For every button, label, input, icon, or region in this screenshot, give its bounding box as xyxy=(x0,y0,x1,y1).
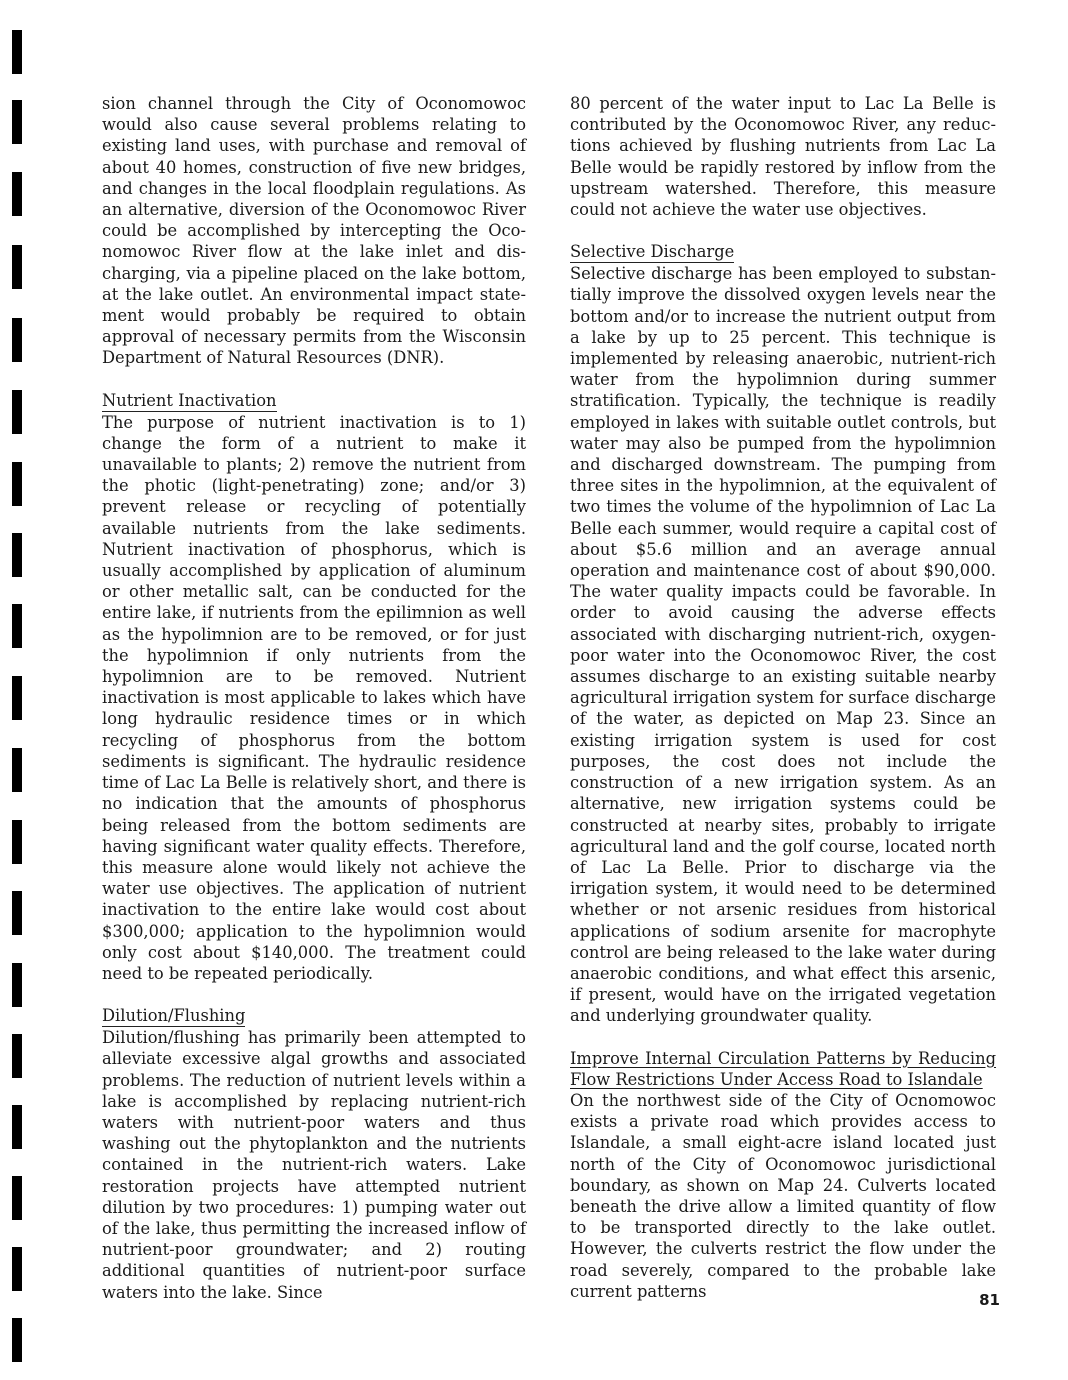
binding-hole xyxy=(12,604,22,648)
binding-hole xyxy=(12,676,22,720)
section-body: Dilution/flushing has primarily been attempted to alleviate excessive algal growths and associated problems. The reduction of nutrient levels within a lake is accomplished by replacing nutrient-rich waters with nutrient-poor waters and thus washing out the phytoplankton and the nutrients contained in the nutrient-rich waters. Lake restoration projects have attempted nutrient dilution by two procedures: 1) pumping water out of the lake, thus permitting the increased inflow of nutrient-poor groundwater; and 2) routing additional quantities of nutrient-poor surface waters into the lake. Since xyxy=(102,1028,526,1302)
binding-hole xyxy=(12,462,22,506)
binding-hole xyxy=(12,891,22,935)
binding-hole xyxy=(12,318,22,362)
section-body: The purpose of nutrient inactivation is to 1) change the form of a nutrient to make it unavailable to plants; 2) remove the nutrient from the photic (light-penetrating) zone; and/or 3) prevent release or recycling of potentially available nutrients from the lake sediments. Nutrient inactivation of phosphorus, which is usually accomplished by application of aluminum or other metallic salt, can be conducted for the entire lake, if nutrients from the epilimnion as well as the hypolimnion are to be removed, or for just the hypolimnion if only nutrients from the hypolimnion are to be removed. Nutrient inactivation is most applicable to lakes which have long hydraulic residence times or in which recycling of phosphorus from the bottom sediments is significant. The hydraulic residence time of Lac La Belle is relatively short, and there is no indication that the amounts of phosphorus being released from the bottom sediments are having significant water quality effects. Therefore, this measure alone would likely not achieve the water use objectives. The application of nutrient inactivation to the entire lake would cost about $300,000; application to the hypolimnion would only cost about $140,000. The treatment could need to be repeated periodically. xyxy=(102,412,526,983)
internal-circulation-section xyxy=(570,1048,996,1302)
binding-hole xyxy=(12,1105,22,1149)
binding-hole xyxy=(12,100,22,144)
binding-hole xyxy=(12,1318,22,1362)
binding-hole xyxy=(12,390,22,434)
continuation-paragraph: 80 percent of the water input to Lac La Belle is contributed by the Oconomowoc River, any reductions achieved by flushing nutrients from Lac La Belle would be rapidly restored by inflow from the upstream watershed. Therefore, this measure could not achieve the water use objectives. xyxy=(570,94,996,220)
binding-hole xyxy=(12,172,22,216)
binding-hole xyxy=(12,963,22,1007)
section-body: Selective discharge has been employed to substantially improve the dissolved oxygen levels near the bottom and/or to increase the nutrient output from a lake by up to 25 percent. This technique is implemented by releasing anaerobic, nutrient-rich water from the hypolimnion during summer stratification. Typically, the technique is readily employed in lakes with suitable outlet controls, but water may also be pumped from the hypolimnion and discharged downstream. The pumping from three sites in the hypolimnion, at the equivalent of two times the volume of the hypolimnion of Lac La Belle each summer, would require a capital cost of about $5.6 million and an average annual operation and maintenance cost of about $90,000. The water quality impacts could be favorable. In order to avoid causing the adverse effects associated with discharging nutrient-rich, oxygen-poor water into the Oconomowoc River, the cost assumes discharge to an existing suitable nearby agricultural irrigation system for surface discharge of the water, as depicted on Map 23. Since an existing irrigation system is used for cost purposes, the cost does not include the construction of a new irrigation system. As an alternative, new irrigation systems could be constructed at nearby sites, probably to irrigate agricultural land and the golf course, located north of Lac La Belle. Prior to discharge via the irrigation system, it would need to be determined whether or not arsenic residues from historical applications of sodium arsenite for macrophyte control are being released to the lake water during anaerobic conditions, and what effect this arsenic, if present, would have on the irrigated vegetation and underlying groundwater quality. xyxy=(570,264,996,1026)
section-heading: Improve Internal Circulation Patterns by Reducing Flow Restrictions Under Access Road to Islandale xyxy=(570,1048,996,1089)
section-body: On the northwest side of the City of Ocnomowoc exists a private road which provides access to Islandale, a small eight-acre island located just north of the City of Oconomowoc jurisdictional boundary, as shown on Map 24. Culverts located beneath the drive allow a limited quantity of flow to be transported directly to the lake outlet. However, the culverts restrict the flow under the road severely, compared to the probable lake current patterns xyxy=(570,1090,996,1301)
page-number: 81 xyxy=(979,1291,1000,1309)
binding-hole xyxy=(12,1034,22,1078)
left-column xyxy=(102,93,526,1303)
binding-hole xyxy=(12,533,22,577)
binding-hole xyxy=(12,748,22,792)
intro-paragraph: sion channel through the City of Oconomowoc would also cause several problems relating to existing land uses, with purchase and removal of about 40 homes, construction of five new bridges, and changes in the local floodplain regulations. As an alternative, diversion of the Oconomowoc River could be accomplished by intercepting the Oconomowoc River flow at the lake inlet and discharging, via a pipeline placed on the lake bottom, at the lake outlet. An environmental impact statement would probably be required to obtain approval of necessary permits from the Wisconsin Department of Natural Resources (DNR). xyxy=(102,94,526,368)
right-column xyxy=(570,93,996,1302)
binding-hole xyxy=(12,30,22,74)
section-heading: Selective Discharge xyxy=(570,242,735,262)
binding-hole xyxy=(12,245,22,289)
section-heading: Nutrient Inactivation xyxy=(102,390,277,410)
binding-holes xyxy=(12,0,24,1380)
binding-hole xyxy=(12,820,22,864)
dilution-flushing-section xyxy=(102,1005,526,1303)
binding-hole xyxy=(12,1176,22,1220)
section-heading: Dilution/Flushing xyxy=(102,1006,246,1026)
selective-discharge-section xyxy=(570,241,996,1026)
nutrient-inactivation-section xyxy=(102,390,526,984)
binding-hole xyxy=(12,1247,22,1291)
